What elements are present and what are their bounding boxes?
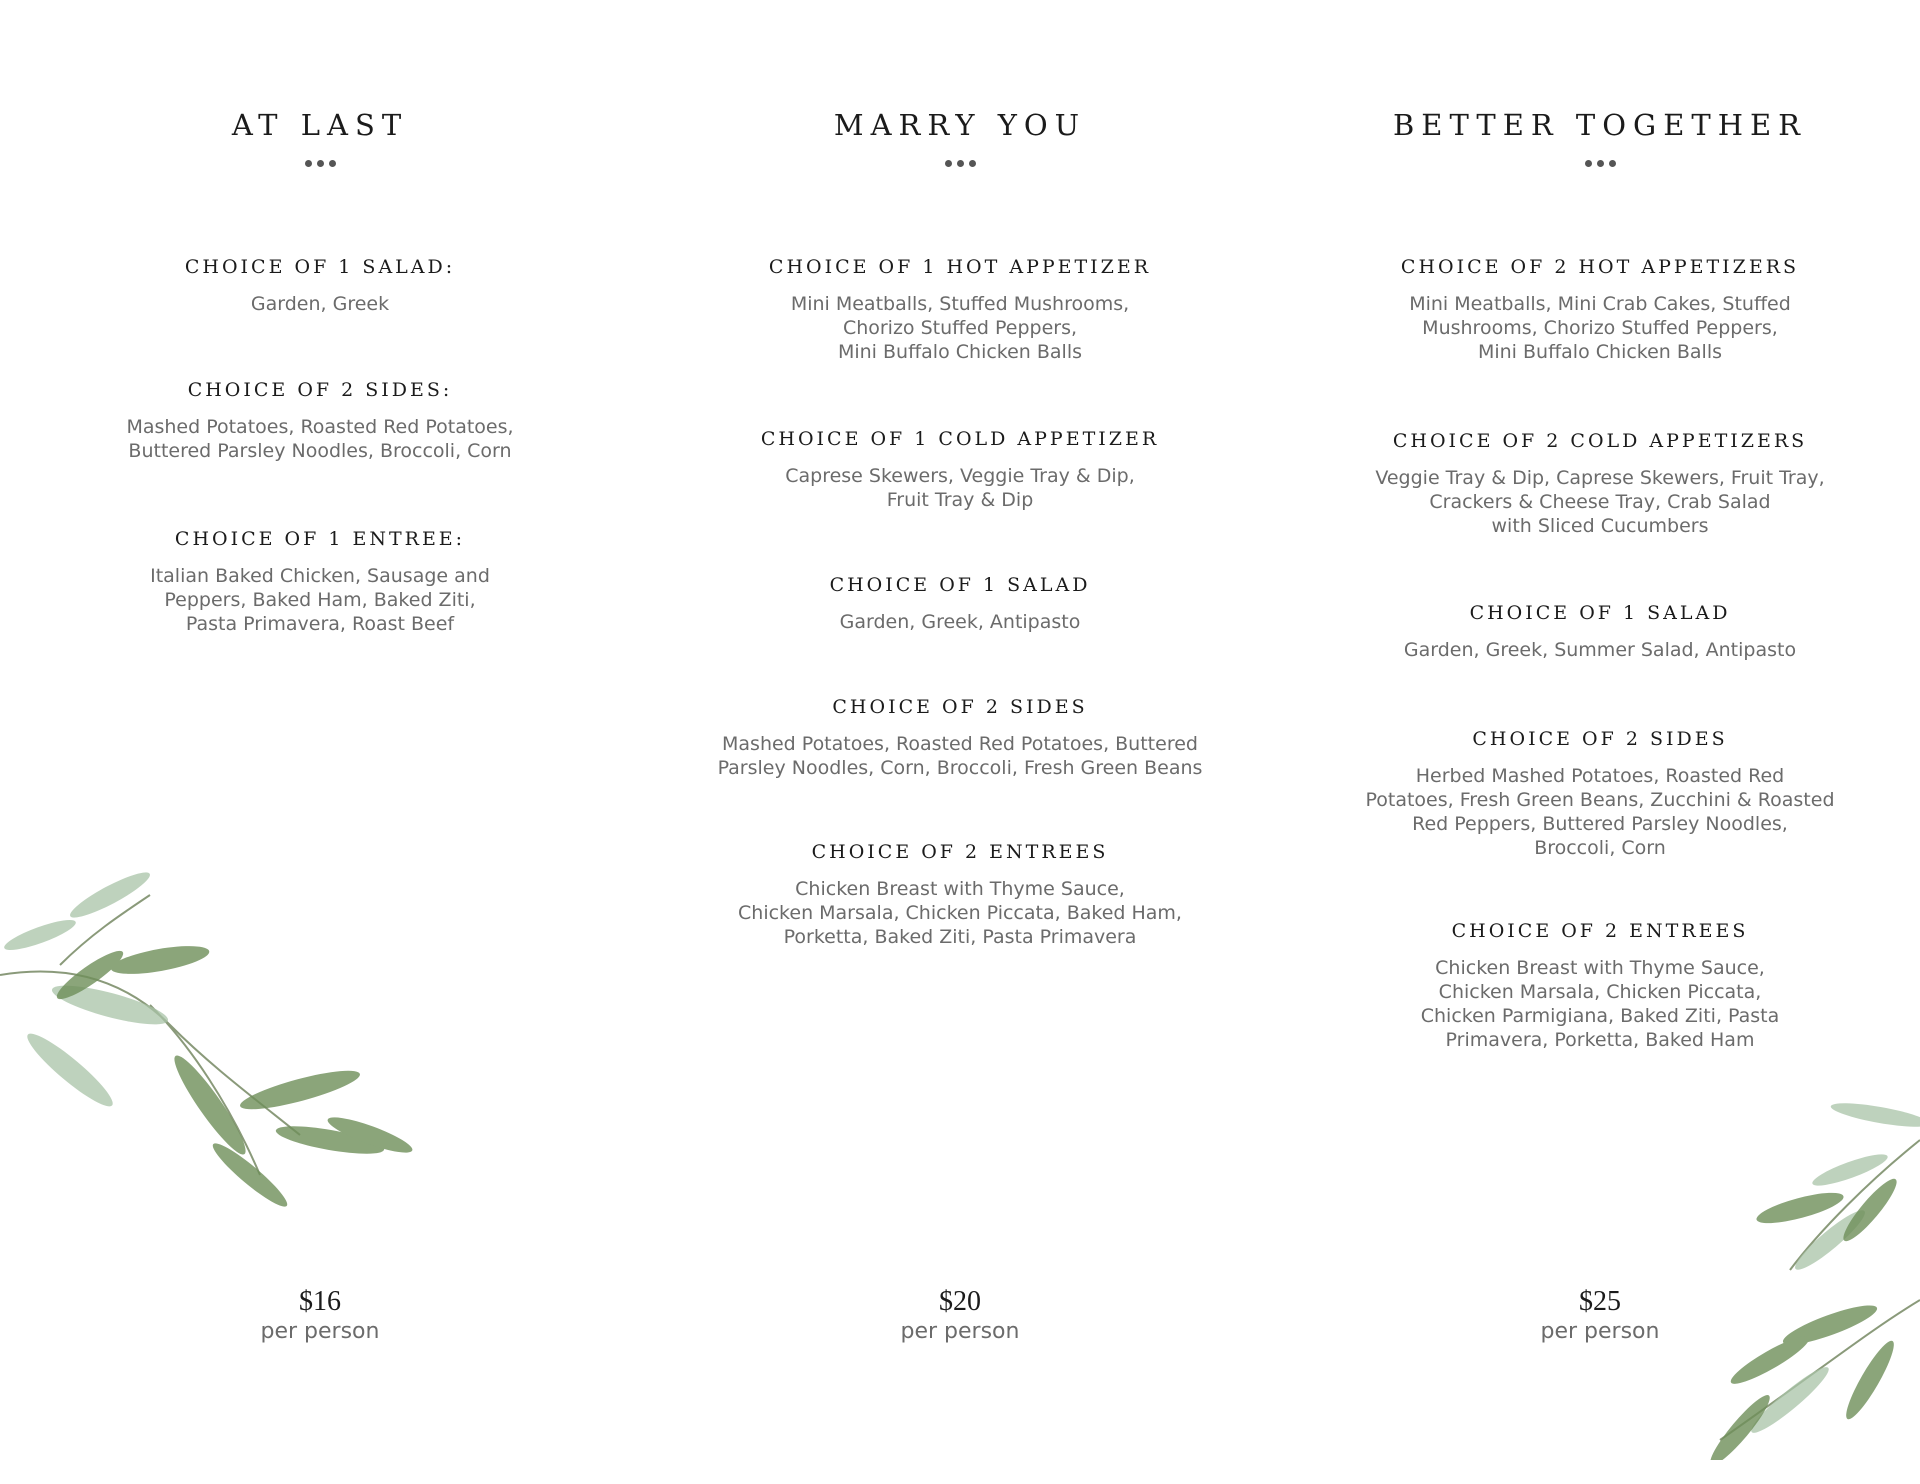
section-items: Mashed Potatoes, Roasted Red Potatoes, Buttered Parsley Noodles, Broccoli, Corn: [126, 416, 514, 462]
olive-branch-right-icon: [1670, 1100, 1920, 1460]
price-block: [700, 1286, 1220, 1346]
ornament-dots-icon: [700, 160, 1220, 167]
section-items: Garden, Greek, Summer Salad, Antipasto: [1403, 639, 1797, 661]
section-heading: CHOICE OF 2 SIDES: [832, 696, 1088, 718]
section-items: Chicken Breast with Thyme Sauce, Chicken Marsala, Chicken Piccata, Chicken Parmigiana, Baked Ziti, Pasta Primavera, Porketta, Baked Ham: [1420, 957, 1780, 1051]
price-unit: per person: [1540, 1319, 1660, 1344]
section-heading: CHOICE OF 2 ENTREES: [1451, 920, 1749, 942]
menu-section-sides: [60, 377, 580, 463]
section-heading: CHOICE OF 1 SALAD: [829, 574, 1091, 596]
package-title: BETTER TOGETHER: [1392, 108, 1808, 142]
section-heading: CHOICE OF 1 SALAD:: [184, 256, 456, 278]
section-heading: CHOICE OF 1 SALAD: [1469, 602, 1731, 624]
section-heading: CHOICE OF 2 ENTREES: [811, 841, 1109, 863]
price: $25: [1579, 1286, 1621, 1317]
section-items: Mini Meatballs, Mini Crab Cakes, Stuffed Mushrooms, Chorizo Stuffed Peppers, Mini Buffalo Chicken Balls: [1409, 293, 1791, 363]
section-heading: CHOICE OF 2 SIDES:: [187, 379, 453, 401]
section-heading: CHOICE OF 2 COLD APPETIZERS: [1392, 430, 1808, 452]
package-title: MARRY YOU: [833, 108, 1087, 142]
package-at-last: [60, 0, 580, 1484]
menu-section-sides: [1340, 726, 1860, 860]
section-items: Caprese Skewers, Veggie Tray & Dip, Fruit Tray & Dip: [785, 465, 1135, 511]
section-items: Mini Meatballs, Stuffed Mushrooms, Chorizo Stuffed Peppers, Mini Buffalo Chicken Balls: [790, 293, 1130, 363]
section-heading: CHOICE OF 1 ENTREE:: [174, 528, 466, 550]
package-marry-you: [700, 0, 1220, 1484]
menu-section-entrees: [1340, 918, 1860, 1052]
section-items: Mashed Potatoes, Roasted Red Potatoes, Buttered Parsley Noodles, Corn, Broccoli, Fresh Green Beans: [717, 733, 1203, 779]
menu-section-salad: [1340, 600, 1860, 662]
section-items: Chicken Breast with Thyme Sauce, Chicken Marsala, Chicken Piccata, Baked Ham, Porketta, Baked Ziti, Pasta Primavera: [738, 878, 1182, 948]
price-unit: per person: [260, 1319, 380, 1344]
ornament-dots-icon: [60, 160, 580, 167]
ornament-dots-icon: [1340, 160, 1860, 167]
price-unit: per person: [900, 1319, 1020, 1344]
section-heading: CHOICE OF 1 COLD APPETIZER: [760, 428, 1160, 450]
price-block: [60, 1286, 580, 1346]
section-items: Herbed Mashed Potatoes, Roasted Red Potatoes, Fresh Green Beans, Zucchini & Roasted Red Peppers, Buttered Parsley Noodles, Broccoli, Corn: [1365, 765, 1835, 859]
menu-section-entrees: [700, 839, 1220, 949]
price: $20: [939, 1286, 981, 1317]
menu-section-cold-appetizer: [700, 426, 1220, 512]
menu-section-sides: [700, 694, 1220, 780]
menu-section-salad: [60, 254, 580, 316]
section-heading: CHOICE OF 2 HOT APPETIZERS: [1400, 256, 1800, 278]
menu-section-salad: [700, 572, 1220, 634]
menu-section-hot-appetizer: [700, 254, 1220, 364]
section-items: Veggie Tray & Dip, Caprese Skewers, Fruit Tray, Crackers & Cheese Tray, Crab Salad with Sliced Cucumbers: [1375, 467, 1825, 537]
section-items: Garden, Greek: [250, 293, 390, 315]
section-heading: CHOICE OF 2 SIDES: [1472, 728, 1728, 750]
package-title: AT LAST: [231, 108, 409, 142]
menu-section-hot-appetizers: [1340, 254, 1860, 364]
price: $16: [299, 1286, 341, 1317]
section-heading: CHOICE OF 1 HOT APPETIZER: [768, 256, 1152, 278]
menu-section-cold-appetizers: [1340, 428, 1860, 538]
section-items: Garden, Greek, Antipasto: [839, 611, 1081, 633]
section-items: Italian Baked Chicken, Sausage and Peppers, Baked Ham, Baked Ziti, Pasta Primavera, Roast Beef: [150, 565, 490, 635]
olive-branch-left-icon: [0, 855, 440, 1235]
menu-section-entree: [60, 526, 580, 636]
